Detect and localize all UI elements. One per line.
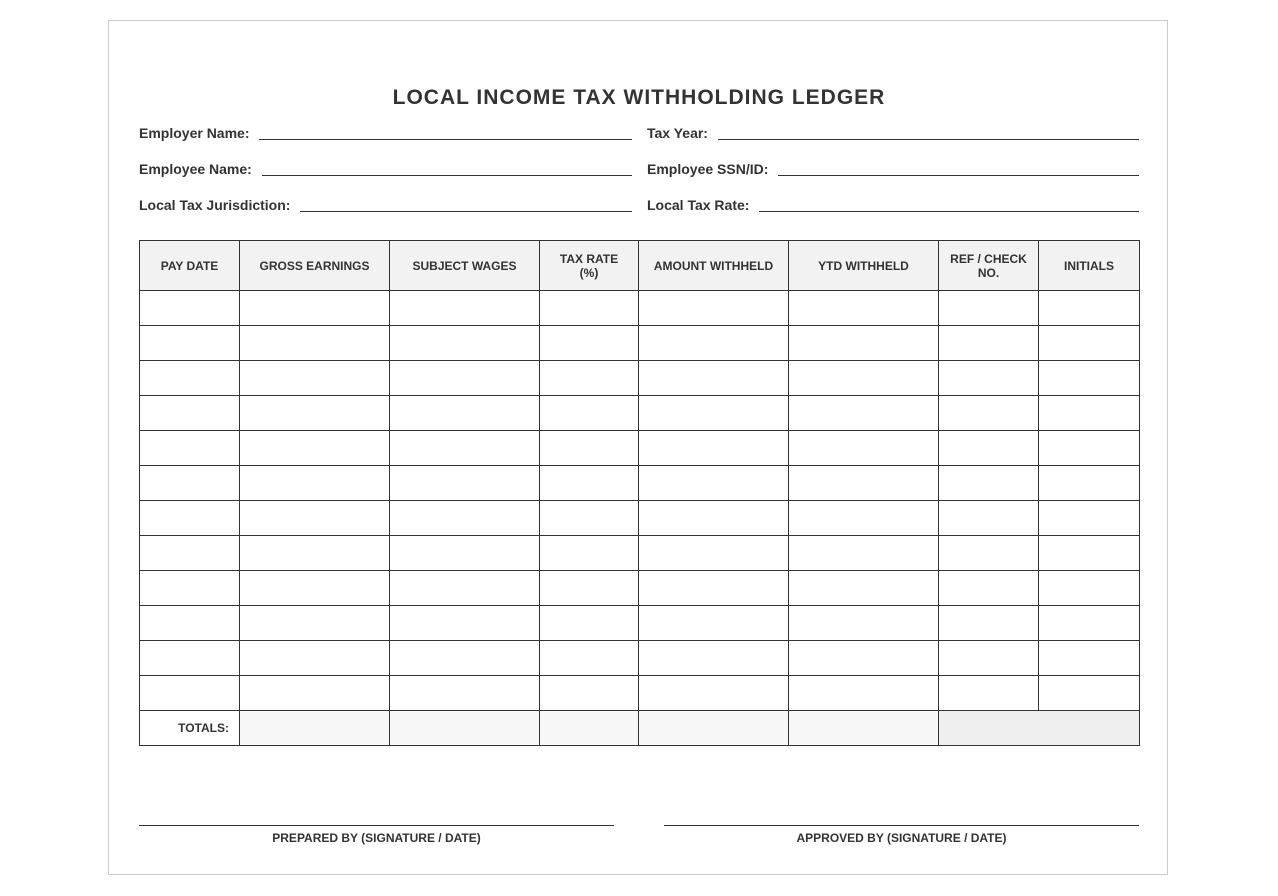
table-cell[interactable] xyxy=(939,606,1039,641)
col-initials-header: INITIALS xyxy=(1039,241,1140,291)
table-cell[interactable] xyxy=(789,571,939,606)
table-cell[interactable] xyxy=(939,641,1039,676)
table-cell[interactable] xyxy=(140,361,240,396)
table-cell[interactable] xyxy=(390,361,540,396)
prepared-by-line[interactable] xyxy=(139,825,614,826)
employee-ssn-field xyxy=(647,157,1139,177)
table-cell[interactable] xyxy=(240,676,390,711)
table-cell[interactable] xyxy=(540,536,639,571)
table-cell[interactable] xyxy=(1039,326,1140,361)
employee-name-line[interactable] xyxy=(262,175,632,176)
table-cell[interactable] xyxy=(1039,676,1140,711)
table-cell[interactable] xyxy=(1039,361,1140,396)
table-cell[interactable] xyxy=(789,361,939,396)
table-cell[interactable] xyxy=(939,536,1039,571)
table-cell[interactable] xyxy=(789,291,939,326)
table-cell[interactable] xyxy=(1039,536,1140,571)
table-cell[interactable] xyxy=(1039,571,1140,606)
table-row xyxy=(140,326,1140,361)
table-body xyxy=(140,291,1140,746)
tax-year-label: Tax Year: xyxy=(647,125,708,141)
table-cell[interactable] xyxy=(639,501,789,536)
table-cell[interactable] xyxy=(939,466,1039,501)
table-cell[interactable] xyxy=(540,466,639,501)
table-cell[interactable] xyxy=(390,641,540,676)
table-cell[interactable] xyxy=(390,676,540,711)
totals-cell[interactable] xyxy=(390,711,540,746)
table-cell[interactable] xyxy=(789,641,939,676)
table-cell[interactable] xyxy=(639,466,789,501)
table-cell[interactable] xyxy=(240,361,390,396)
table-cell[interactable] xyxy=(1039,396,1140,431)
table-cell[interactable] xyxy=(240,641,390,676)
table-cell[interactable] xyxy=(1039,466,1140,501)
col-pay-date-header: PAY DATE xyxy=(140,241,240,291)
table-cell[interactable] xyxy=(639,571,789,606)
table-cell[interactable] xyxy=(789,606,939,641)
table-cell[interactable] xyxy=(540,326,639,361)
employee-ssn-label: Employee SSN/ID: xyxy=(647,161,769,177)
table-cell[interactable] xyxy=(540,431,639,466)
table-cell[interactable] xyxy=(140,606,240,641)
employer-name-line[interactable] xyxy=(259,139,632,140)
document-title: LOCAL INCOME TAX WITHHOLDING LEDGER xyxy=(392,86,886,109)
table-cell[interactable] xyxy=(140,291,240,326)
table-cell[interactable] xyxy=(789,326,939,361)
table-cell[interactable] xyxy=(1039,641,1140,676)
table-row xyxy=(140,501,1140,536)
jurisdiction-line[interactable] xyxy=(300,211,632,212)
table-cell[interactable] xyxy=(639,606,789,641)
table-cell[interactable] xyxy=(390,431,540,466)
table-cell[interactable] xyxy=(540,396,639,431)
table-row xyxy=(140,431,1140,466)
table-cell[interactable] xyxy=(939,431,1039,466)
employer-name-label: Employer Name: xyxy=(139,125,250,141)
table-cell[interactable] xyxy=(140,571,240,606)
approved-by-label: APPROVED BY (SIGNATURE / DATE) xyxy=(796,831,1007,845)
table-cell[interactable] xyxy=(939,291,1039,326)
table-cell[interactable] xyxy=(140,536,240,571)
table-cell[interactable] xyxy=(240,571,390,606)
jurisdiction-field xyxy=(139,193,632,213)
totals-cell[interactable] xyxy=(540,711,639,746)
table-row xyxy=(140,641,1140,676)
table-cell[interactable] xyxy=(639,641,789,676)
ledger-sheet xyxy=(108,20,1168,875)
table-cell[interactable] xyxy=(240,536,390,571)
table-row xyxy=(140,676,1140,711)
table-cell[interactable] xyxy=(540,501,639,536)
table-cell[interactable] xyxy=(639,326,789,361)
table-cell[interactable] xyxy=(939,361,1039,396)
table-cell[interactable] xyxy=(390,536,540,571)
table-cell[interactable] xyxy=(939,501,1039,536)
table-cell[interactable] xyxy=(390,291,540,326)
employee-name-field xyxy=(139,157,632,177)
tax-rate-field xyxy=(647,193,1139,213)
table-cell[interactable] xyxy=(140,431,240,466)
col-subject-wages-header: SUBJECT WAGES xyxy=(390,241,540,291)
prepared-by-signature xyxy=(139,825,614,845)
table-cell[interactable] xyxy=(390,606,540,641)
table-cell[interactable] xyxy=(639,431,789,466)
col-ref-check-header: REF / CHECK NO. xyxy=(939,241,1039,291)
table-row xyxy=(140,291,1140,326)
totals-blank-cell xyxy=(939,711,1140,746)
jurisdiction-label: Local Tax Jurisdiction: xyxy=(139,197,291,213)
tax-year-line[interactable] xyxy=(718,139,1139,140)
table-header-row xyxy=(140,241,1140,291)
table-cell[interactable] xyxy=(540,641,639,676)
table-cell[interactable] xyxy=(789,466,939,501)
table-cell[interactable] xyxy=(639,536,789,571)
table-cell[interactable] xyxy=(140,396,240,431)
table-cell[interactable] xyxy=(789,536,939,571)
table-cell[interactable] xyxy=(240,501,390,536)
table-cell[interactable] xyxy=(240,396,390,431)
table-row xyxy=(140,606,1140,641)
table-cell[interactable] xyxy=(789,501,939,536)
table-cell[interactable] xyxy=(789,396,939,431)
col-gross-earnings-header: GROSS EARNINGS xyxy=(240,241,390,291)
table-cell[interactable] xyxy=(140,501,240,536)
table-row xyxy=(140,466,1140,501)
table-cell[interactable] xyxy=(1039,291,1140,326)
table-cell[interactable] xyxy=(939,571,1039,606)
tax-rate-line[interactable] xyxy=(759,211,1139,212)
totals-label: TOTALS: xyxy=(140,711,240,746)
table-cell[interactable] xyxy=(390,466,540,501)
table-cell[interactable] xyxy=(540,361,639,396)
table-cell[interactable] xyxy=(390,326,540,361)
employee-name-label: Employee Name: xyxy=(139,161,252,177)
table-cell[interactable] xyxy=(1039,606,1140,641)
table-cell[interactable] xyxy=(540,676,639,711)
tax-year-field xyxy=(647,121,1139,141)
table-cell[interactable] xyxy=(639,396,789,431)
table-cell[interactable] xyxy=(1039,501,1140,536)
totals-cell[interactable] xyxy=(639,711,789,746)
prepared-by-label: PREPARED BY (SIGNATURE / DATE) xyxy=(272,831,481,845)
table-cell[interactable] xyxy=(639,291,789,326)
totals-cell[interactable] xyxy=(789,711,939,746)
table-cell[interactable] xyxy=(140,326,240,361)
employee-ssn-line[interactable] xyxy=(778,175,1139,176)
table-cell[interactable] xyxy=(939,396,1039,431)
table-cell[interactable] xyxy=(140,466,240,501)
col-tax-rate-header: TAX RATE (%) xyxy=(540,241,639,291)
totals-cell[interactable] xyxy=(240,711,390,746)
approved-by-signature xyxy=(664,825,1139,845)
table-cell[interactable] xyxy=(240,606,390,641)
table-cell[interactable] xyxy=(540,571,639,606)
table-cell[interactable] xyxy=(789,431,939,466)
table-cell[interactable] xyxy=(140,676,240,711)
table-cell[interactable] xyxy=(390,571,540,606)
table-row xyxy=(140,361,1140,396)
table-row xyxy=(140,396,1140,431)
approved-by-line[interactable] xyxy=(664,825,1139,826)
col-amount-withheld-header: AMOUNT WITHHELD xyxy=(639,241,789,291)
table-cell[interactable] xyxy=(639,676,789,711)
table-cell[interactable] xyxy=(939,326,1039,361)
withholding-table xyxy=(139,240,1140,746)
table-cell[interactable] xyxy=(939,676,1039,711)
table-cell[interactable] xyxy=(540,606,639,641)
col-ytd-withheld-header: YTD WITHHELD xyxy=(789,241,939,291)
table-cell[interactable] xyxy=(639,361,789,396)
table-cell[interactable] xyxy=(240,431,390,466)
table-cell[interactable] xyxy=(240,466,390,501)
table-cell[interactable] xyxy=(240,326,390,361)
table-cell[interactable] xyxy=(390,501,540,536)
totals-row xyxy=(140,711,1140,746)
table-cell[interactable] xyxy=(240,291,390,326)
employer-name-field xyxy=(139,121,632,141)
table-cell[interactable] xyxy=(540,291,639,326)
tax-rate-label: Local Tax Rate: xyxy=(647,197,750,213)
table-row xyxy=(140,536,1140,571)
table-row xyxy=(140,571,1140,606)
table-cell[interactable] xyxy=(140,641,240,676)
table-cell[interactable] xyxy=(390,396,540,431)
table-cell[interactable] xyxy=(789,676,939,711)
table-cell[interactable] xyxy=(1039,431,1140,466)
